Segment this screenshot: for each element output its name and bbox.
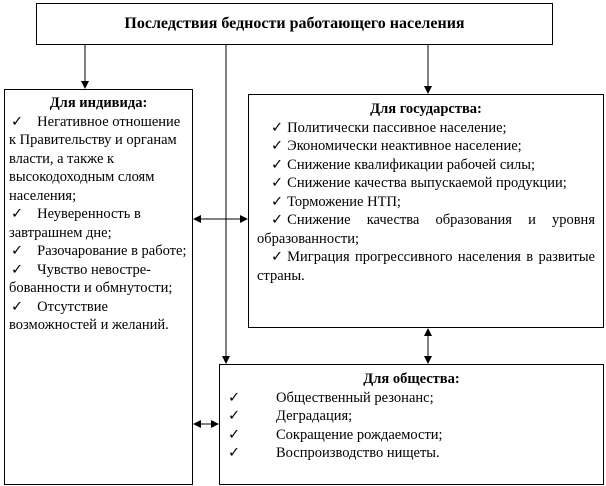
society-item (228, 426, 595, 445)
society-item (228, 407, 595, 426)
individual-item (9, 298, 188, 335)
state-item (257, 193, 595, 212)
check-icon: ✓ (271, 249, 284, 265)
individual-item (9, 113, 188, 206)
individual-item-text: Чувство невостре-бованности и обмнутости; (9, 261, 173, 296)
individual-item-text: Неуверенность в завтрашнем дне; (9, 206, 141, 241)
state-item-text: Снижение качества образования и уровня образованности; (257, 212, 595, 247)
check-icon: ✓ (11, 261, 24, 278)
state-item-text: Снижение качества выпускаемой продукции; (287, 175, 567, 191)
society-item-text: Сокращение рождаемости; (276, 426, 443, 443)
state-item (257, 174, 595, 193)
check-icon: ✓ (228, 426, 241, 443)
check-icon: ✓ (11, 243, 24, 259)
check-icon: ✓ (11, 298, 24, 315)
state-item (257, 248, 595, 285)
society-item-text: Воспроизводство нищеты. (276, 445, 440, 461)
state-item (257, 137, 595, 156)
check-icon: ✓ (228, 389, 241, 406)
check-icon: ✓ (271, 156, 284, 173)
diagram-title: Последствия бедности работающего населения (124, 15, 465, 32)
state-item-text: Экономически неактивное население; (287, 138, 522, 154)
check-icon: ✓ (11, 206, 24, 222)
society-heading: Для общества: (363, 371, 460, 387)
state-heading: Для государства: (370, 101, 482, 117)
society-item (228, 389, 595, 408)
state-item-text: Политически пассивное население; (287, 119, 507, 136)
diagram-title-box (36, 3, 553, 45)
check-icon: ✓ (228, 445, 241, 461)
individual-item (9, 242, 188, 261)
check-icon: ✓ (271, 193, 284, 210)
check-icon: ✓ (271, 138, 284, 154)
society-item (228, 444, 595, 463)
check-icon: ✓ (271, 119, 284, 136)
state-item (257, 119, 595, 138)
check-icon: ✓ (271, 175, 284, 191)
individual-box (4, 89, 193, 485)
state-item-text: Миграция прогрессивного населения в развитые страны. (257, 249, 595, 284)
state-item (257, 156, 595, 175)
society-item-text: Общественный резонанс; (276, 389, 434, 406)
individual-item (9, 205, 188, 242)
state-item-text: Торможение НТП; (287, 193, 401, 210)
check-icon: ✓ (11, 113, 24, 130)
individual-item (9, 261, 188, 298)
individual-item-text: Негативное отношение к Правительству и органам власти, а также к высокодоходным слоям населения; (9, 113, 181, 204)
individual-item-text: Отсутствие возможностей и желаний. (9, 298, 169, 333)
state-item (257, 211, 595, 248)
individual-heading: Для индивида: (49, 95, 148, 111)
society-item-text: Деградация; (276, 408, 353, 424)
individual-item-text: Разочарование в работе; (37, 243, 187, 259)
state-box (248, 94, 604, 328)
check-icon: ✓ (271, 212, 284, 228)
society-box (219, 364, 604, 485)
state-item-text: Снижение квалификации рабочей силы; (287, 156, 536, 173)
check-icon: ✓ (228, 408, 241, 424)
